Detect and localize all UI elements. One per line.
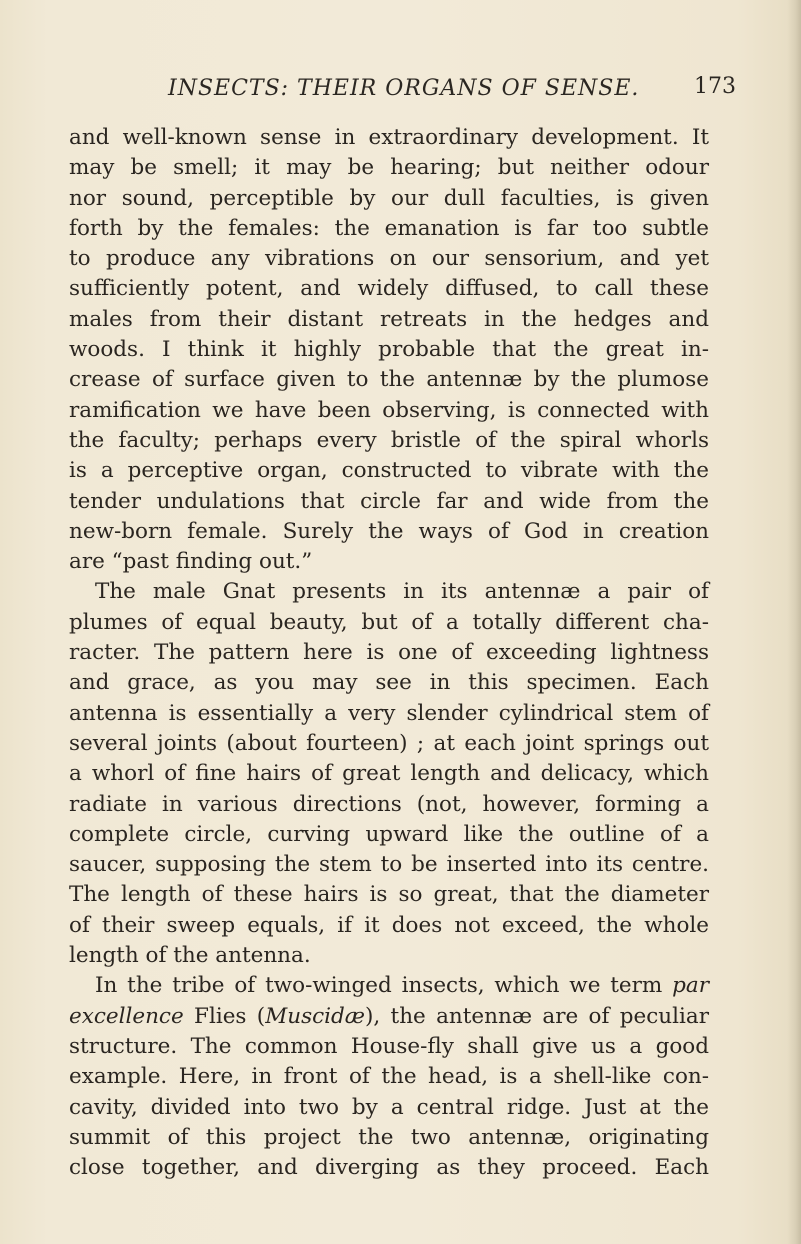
- text-line: The male Gnat presents in its antennæ a pair of: [95, 579, 709, 605]
- text-line: length of the antenna.: [69, 943, 311, 969]
- text-line: tender undulations that circle far and wide from the: [69, 488, 709, 514]
- text-line: a whorl of fine hairs of great length and delicacy, which: [69, 761, 709, 787]
- text-line: summit of this project the two antennæ, originating: [69, 1124, 709, 1150]
- text-run: Flies (: [183, 1003, 266, 1029]
- text-line: [69, 1002, 709, 1032]
- text-line: complete circle, curving upward like the outline of a: [69, 821, 709, 847]
- text-line: and grace, as you may see in this specimen. Each: [69, 670, 709, 696]
- text-line: crease of surface given to the antennæ by the plumose: [69, 367, 709, 393]
- text-line: radiate in various directions (not, however, forming a: [69, 791, 709, 817]
- text-run: ), the antennæ are of peculiar: [365, 1003, 710, 1029]
- text-line: racter. The pattern here is one of exceeding lightness: [69, 640, 709, 666]
- text-line: to produce any vibrations on our sensorium, and yet: [69, 246, 709, 272]
- text-line: males from their distant retreats in the hedges and: [69, 306, 709, 332]
- text-line: new-born female. Surely the ways of God in creation: [69, 518, 709, 544]
- text-line: antenna is essentially a very slender cylindrical stem of: [69, 700, 709, 726]
- text-line: plumes of equal beauty, but of a totally different cha-: [69, 609, 709, 635]
- body-text: [69, 123, 709, 1183]
- page-number: 173: [694, 74, 736, 99]
- text-run: In the tribe of two-winged insects, which we term: [95, 973, 673, 999]
- text-line: structure. The common House-fly shall give us a good: [69, 1033, 709, 1059]
- text-line: of their sweep equals, if it does not exceed, the whole: [69, 912, 709, 938]
- text-line: The length of these hairs is so great, that the diameter: [69, 882, 709, 908]
- text-line: is a perceptive organ, constructed to vibrate with the: [69, 458, 709, 484]
- italic-run: Muscidæ: [265, 1003, 365, 1029]
- text-line: sufficiently potent, and widely diffused, to call these: [69, 276, 709, 302]
- text-line: and well-known sense in extraordinary development. It: [69, 125, 709, 150]
- text-line: forth by the females: the emanation is far too subtle: [69, 215, 709, 241]
- text-line: nor sound, perceptible by our dull faculties, is given: [69, 185, 709, 211]
- text-line: [69, 971, 709, 1001]
- text-line: ramification we have been observing, is connected with: [69, 397, 709, 423]
- running-head: INSECTS: THEIR ORGANS OF SENSE.: [168, 76, 640, 101]
- text-line: saucer, supposing the stem to be inserted into its centre.: [69, 852, 709, 878]
- text-line: the faculty; perhaps every bristle of the spiral whorls: [69, 427, 709, 453]
- text-line: may be smell; it may be hearing; but neither odour: [69, 155, 709, 181]
- italic-run: par: [672, 973, 709, 999]
- italic-run: excellence: [69, 1003, 184, 1029]
- text-line: cavity, divided into two by a central ridge. Just at the: [69, 1094, 709, 1120]
- page-edge-shadow: [787, 0, 801, 1244]
- text-line: example. Here, in front of the head, is a shell-like con-: [69, 1064, 709, 1090]
- text-line: are “past finding out.”: [69, 549, 313, 575]
- text-line: woods. I think it highly probable that the great in-: [69, 337, 709, 363]
- text-line: close together, and diverging as they proceed. Each: [69, 1155, 709, 1181]
- text-line: several joints (about fourteen) ; at each joint springs out: [69, 730, 709, 756]
